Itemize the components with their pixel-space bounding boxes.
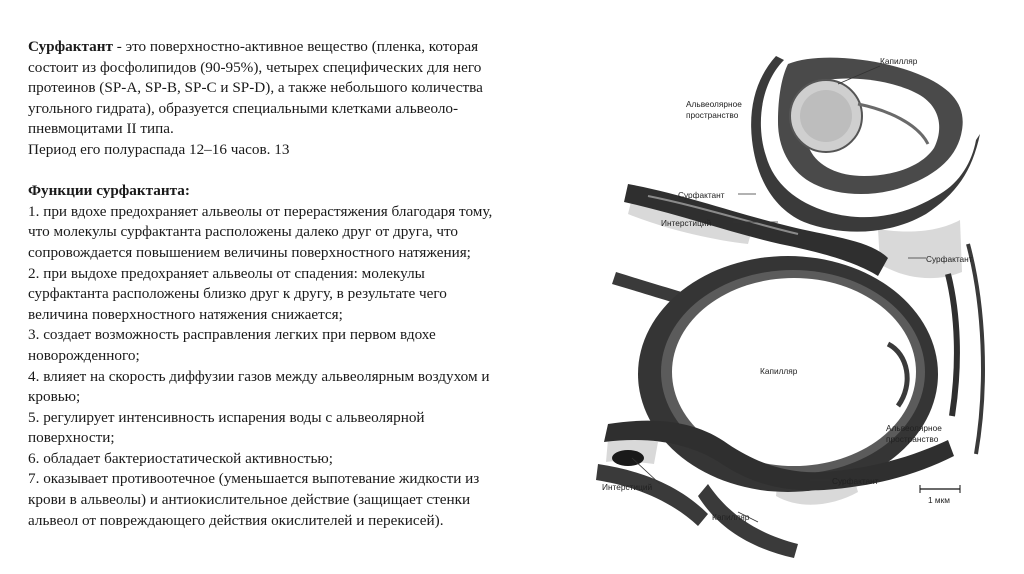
function-line: величина поверхностного натяжения снижается; (28, 305, 343, 323)
function-line: 4. влияет на скорость диффузии газов между альвеолярным воздухом и (28, 367, 490, 385)
lower-septum-lower (596, 464, 708, 526)
label-surfactant-right: Сурфактант (926, 254, 973, 264)
intro-line: Сурфактант - это поверхностно-активное вещество (пленка, которая (28, 38, 479, 55)
micrograph-svg (588, 44, 1008, 564)
alveolar-wall-micrograph (588, 44, 1008, 564)
label-alveolar-space-right: Альвеолярное (886, 423, 942, 433)
right-septum-strand-2 (968, 244, 983, 454)
intro-line: угольного гидрата), образуется специальными клетками альвеоло- (28, 99, 459, 117)
label-interstitium-bottom: Интерстиций (602, 482, 653, 492)
label-surfactant-left: Сурфактант (678, 190, 725, 200)
functions-heading: Функции сурфактанта: (28, 182, 190, 200)
label-alveolar-space-top: пространство (686, 110, 739, 120)
label-alveolar-space-right: пространство (886, 434, 939, 444)
function-line: 6. обладает бактериостатической активностью; (28, 449, 333, 467)
surfactant-term: Сурфактант (28, 38, 113, 55)
function-line: кровью; (28, 388, 81, 406)
spacer (28, 161, 568, 182)
intro-line: протеинов (SP-A, SP-B, SP-C и SP-D), а также небольшого количества (28, 79, 483, 97)
label-alveolar-space-top: Альвеолярное (686, 99, 742, 109)
label-capillary-top: Капилляр (880, 56, 918, 66)
half-life-line: Период его полураспада 12–16 часов. 13 (28, 140, 290, 158)
right-septum-strand (948, 274, 957, 416)
label-interstitium-top: Интерстиций (661, 218, 712, 228)
function-line: сопровождается повышением величины поверхностного натяжения; (28, 243, 471, 261)
function-line: альвеол от повреждающего действия окислителей и перекисей). (28, 511, 444, 529)
function-line: 2. при выдохе предохраняет альвеолы от спадения: молекулы (28, 264, 425, 282)
text-block (28, 37, 568, 531)
function-line: новорожденного; (28, 346, 140, 364)
scale-bar-label: 1 мкм (928, 495, 950, 505)
function-line: 3. создает возможность расправления легких при первом вдохе (28, 326, 436, 344)
label-surfactant-bottom: Сурфактант (832, 476, 879, 486)
function-line: поверхности; (28, 429, 115, 447)
function-line: 5. регулирует интенсивность испарения воды с альвеолярной (28, 408, 425, 426)
function-line: что молекулы сурфактанта расположены далеко друг от друга, что (28, 223, 458, 241)
function-line: крови в альвеолы) и антиокислительное действие (защищает стенки (28, 491, 471, 509)
function-line: сурфактанта расположены близко друг к другу, в результате чего (28, 285, 447, 303)
label-capillary-bottom: Капилляр (712, 512, 750, 522)
function-line: 1. при вдохе предохраняет альвеолы от перерастяжения благодаря тому, (28, 202, 493, 220)
label-capillary-center: Капилляр (760, 366, 798, 376)
interstitium-cell (612, 450, 644, 466)
intro-line: пневмоцитами II типа. (28, 120, 174, 138)
red-blood-cell-inner (800, 90, 852, 142)
surfactant-region-right (878, 220, 962, 278)
function-line: 7. оказывает противоотечное (уменьшается выпотевание жидкости из (28, 470, 480, 488)
intro-line: состоит из фосфолипидов (90-95%), четырех специфических для него (28, 58, 482, 76)
